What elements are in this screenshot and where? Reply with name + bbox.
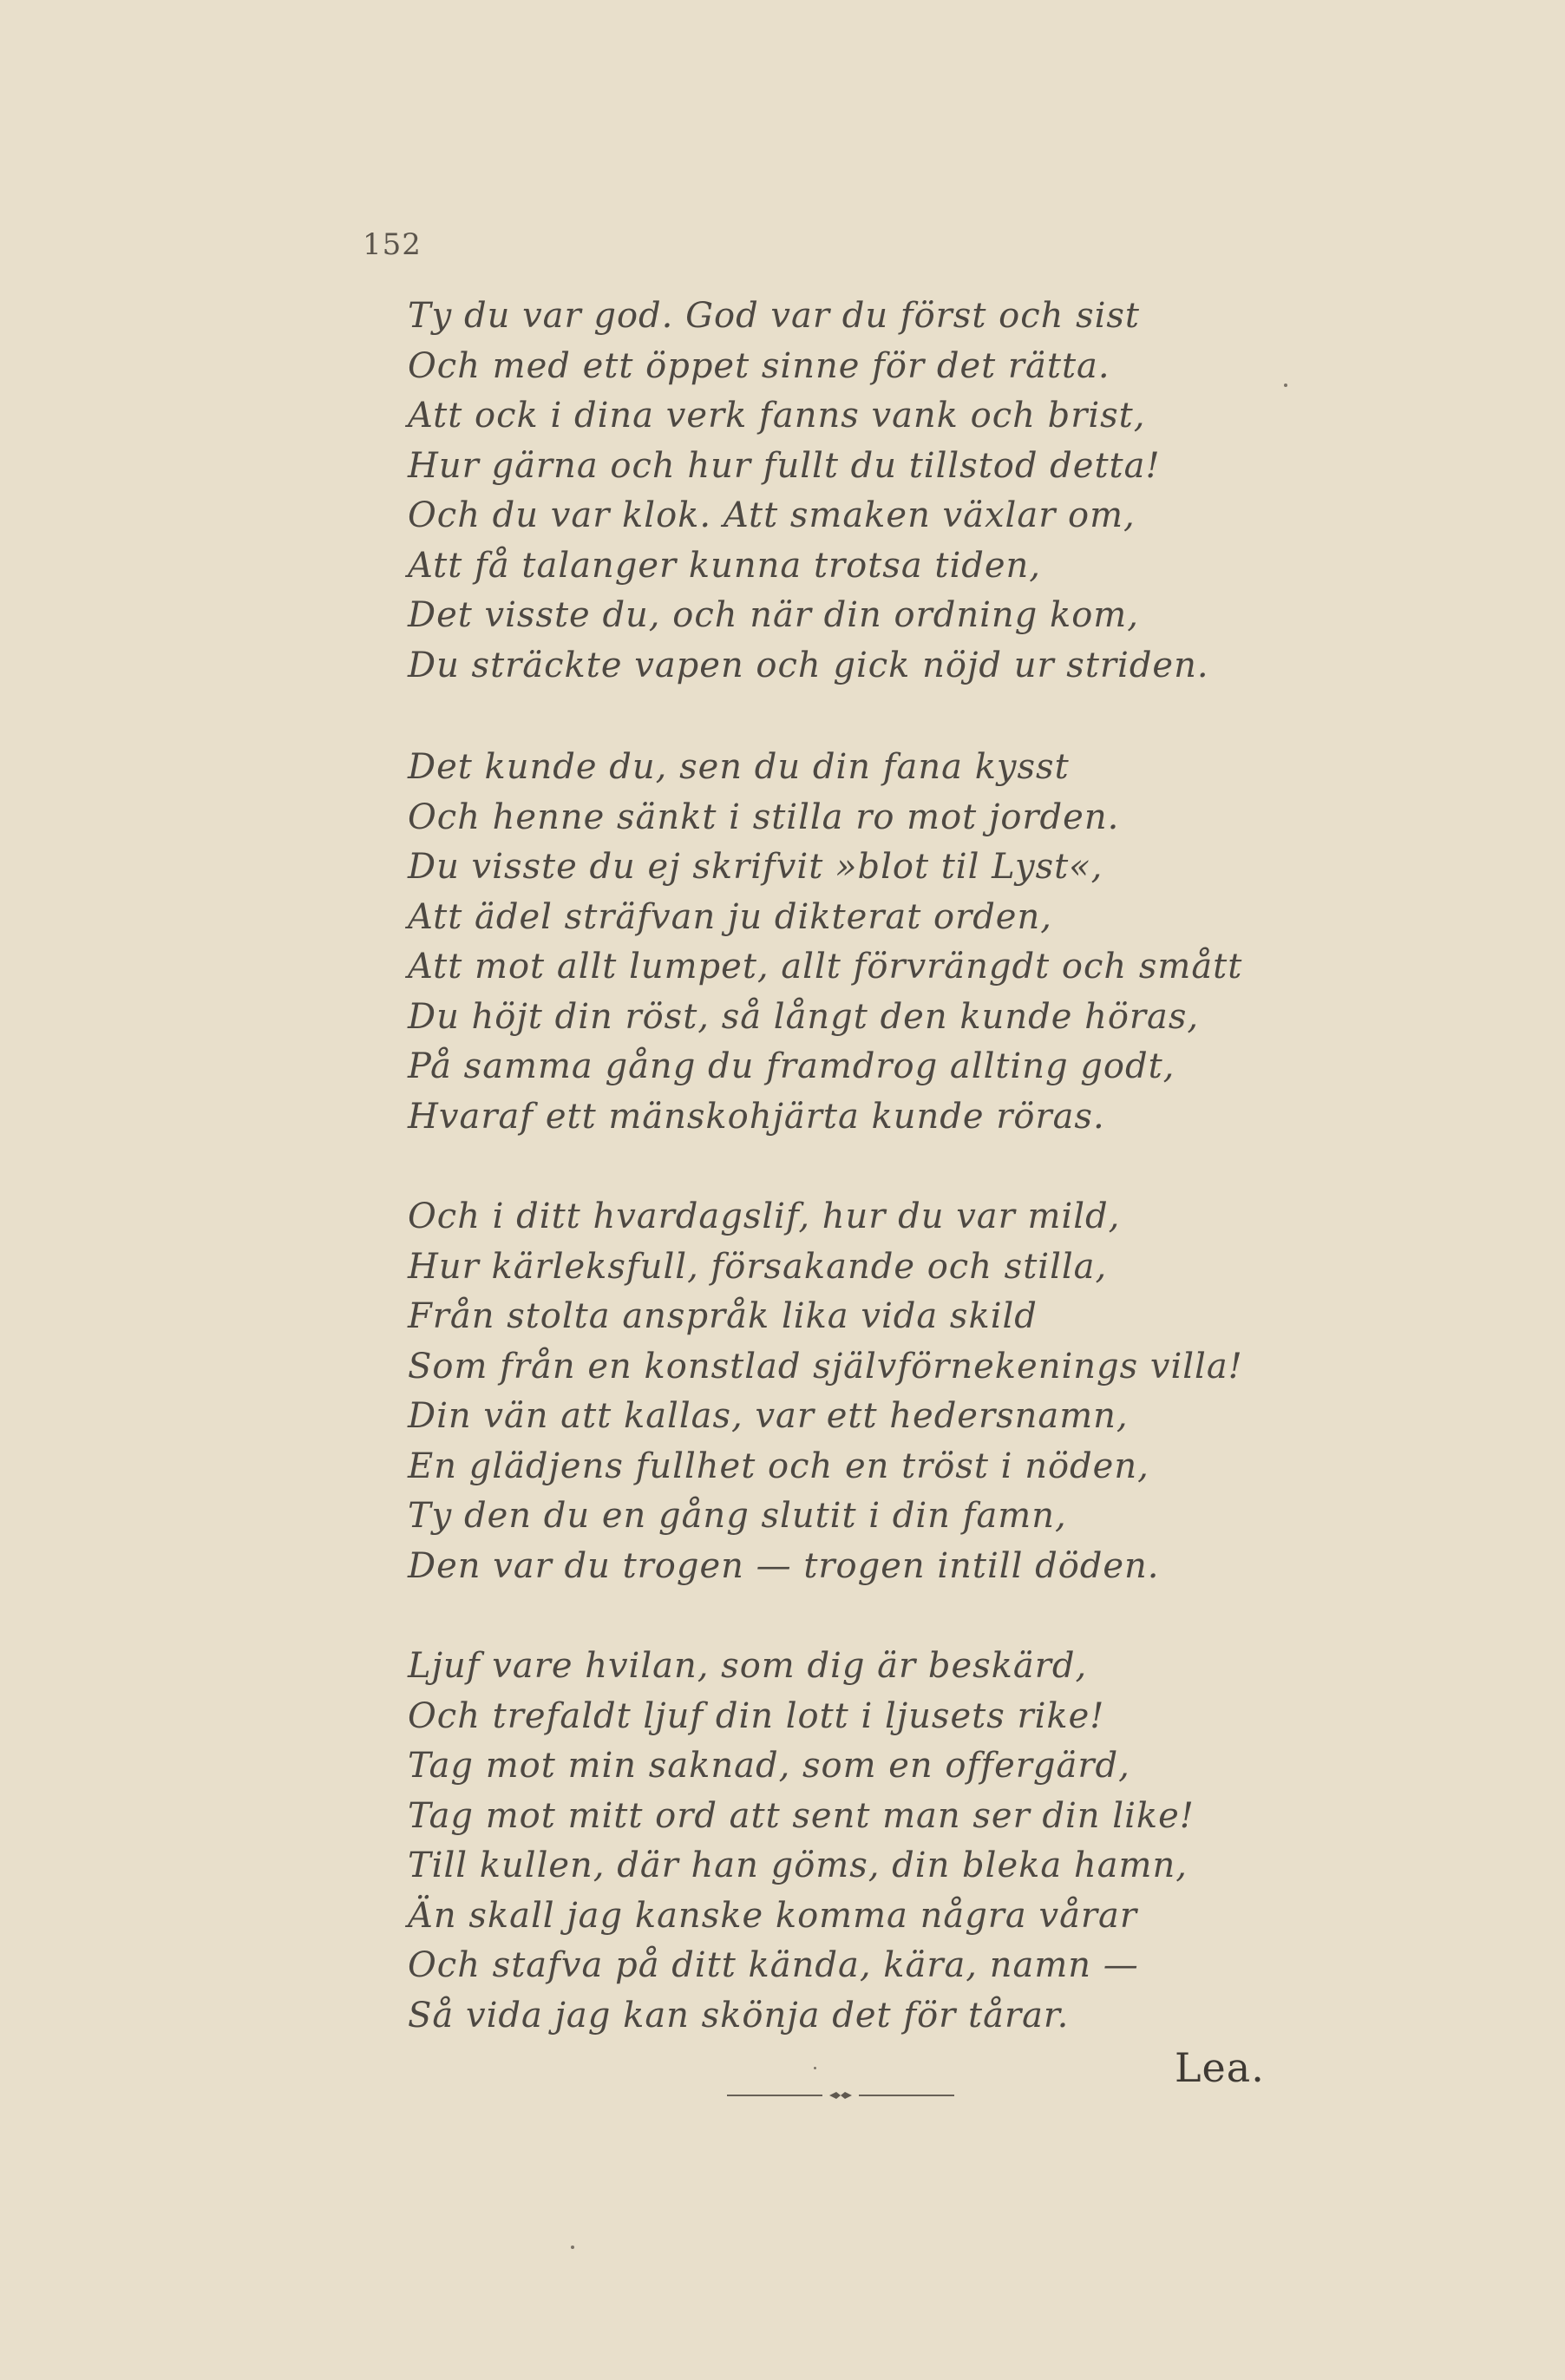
poem-line: Ljuf vare hvilan, som dig är beskärd,	[408, 1646, 1088, 1686]
paper-speck	[571, 2246, 574, 2249]
poem-line: Hvaraf ett mänskohjärta kunde röras.	[408, 1096, 1105, 1137]
poem-line: Från stolta anspråk lika vida skild	[408, 1296, 1038, 1336]
poem-line: Att ock i dina verk fanns vank och brist,	[408, 396, 1146, 436]
ornamental-rule-icon	[727, 2091, 954, 2100]
poem-line: Den var du trogen — trogen intill döden.	[408, 1545, 1160, 1586]
poem-line: Som från en konstlad självförnekenings villa!	[408, 1346, 1243, 1387]
rule-line-left	[727, 2095, 822, 2096]
poem-stanza-2	[408, 743, 1310, 1142]
poem-line: Det kunde du, sen du din fana kysst	[408, 747, 1070, 787]
poem-line: Än skall jag kanske komma några vårar	[408, 1895, 1138, 1936]
poem-line: Och i ditt hvardagslif, hur du var mild,	[408, 1197, 1121, 1236]
poem-stanza-4	[408, 1642, 1310, 2041]
poem-line: Tag mot min saknad, som en offergärd,	[408, 1746, 1130, 1786]
ornament-diamond-icon	[828, 2091, 854, 2100]
poem-line: Och med ett öppet sinne för det rätta.	[408, 345, 1110, 386]
poem-line: Att ädel sträfvan ju dikterat orden,	[408, 896, 1052, 937]
paper-speck	[814, 2067, 816, 2069]
poem-stanza-1	[408, 292, 1310, 691]
poem-line: Din vän att kallas, var ett hedersnamn,	[408, 1396, 1129, 1436]
poem-line: Till kullen, där han göms, din bleka hamn,	[408, 1846, 1188, 1885]
paper-speck	[1284, 384, 1287, 387]
poem-line: Och stafva på ditt kända, kära, namn —	[408, 1945, 1139, 1985]
author-signature: Lea.	[1175, 2044, 1265, 2091]
poem-line: Du höjt din röst, så långt den kunde höras,	[408, 996, 1200, 1037]
poem-line: Och trefaldt ljuf din lott i ljusets rike!	[408, 1695, 1105, 1736]
poem-line: Att få talanger kunna trotsa tiden,	[408, 545, 1041, 586]
poem-line: Hur gärna och hur fullt du tillstod detta!	[408, 445, 1161, 486]
poem-line: Tag mot mitt ord att sent man ser din like!	[408, 1795, 1195, 1836]
poem-line: Och henne sänkt i stilla ro mot jorden.	[408, 797, 1120, 837]
page-number: 152	[363, 227, 422, 262]
poem-line: Ty du var god. God var du först och sist	[408, 296, 1141, 336]
poem-line: Det visste du, och när din ordning kom,	[408, 595, 1139, 635]
poem-stanza-3	[408, 1192, 1310, 1591]
poem-line: Hur kärleksfull, försakande och stilla,	[408, 1246, 1108, 1287]
poem-line: Att mot allt lumpet, allt förvrängdt och smått	[408, 947, 1243, 987]
poem-line: Ty den du en gång slutit i din famn,	[408, 1496, 1067, 1536]
poem-line: Du sträckte vapen och gick nöjd ur striden.	[408, 645, 1209, 685]
poem-line: Så vida jag kan skönja det för tårar.	[408, 1995, 1070, 2036]
poem-line: På samma gång du framdrog allting godt,	[408, 1046, 1175, 1086]
poem-line: Du visste du ej skrifvit »blot til Lyst«,	[408, 847, 1103, 887]
rule-line-right	[859, 2095, 954, 2096]
poem-line: Och du var klok. Att smaken växlar om,	[408, 495, 1136, 535]
poem-line: En glädjens fullhet och en tröst i nöden,	[408, 1446, 1149, 1486]
